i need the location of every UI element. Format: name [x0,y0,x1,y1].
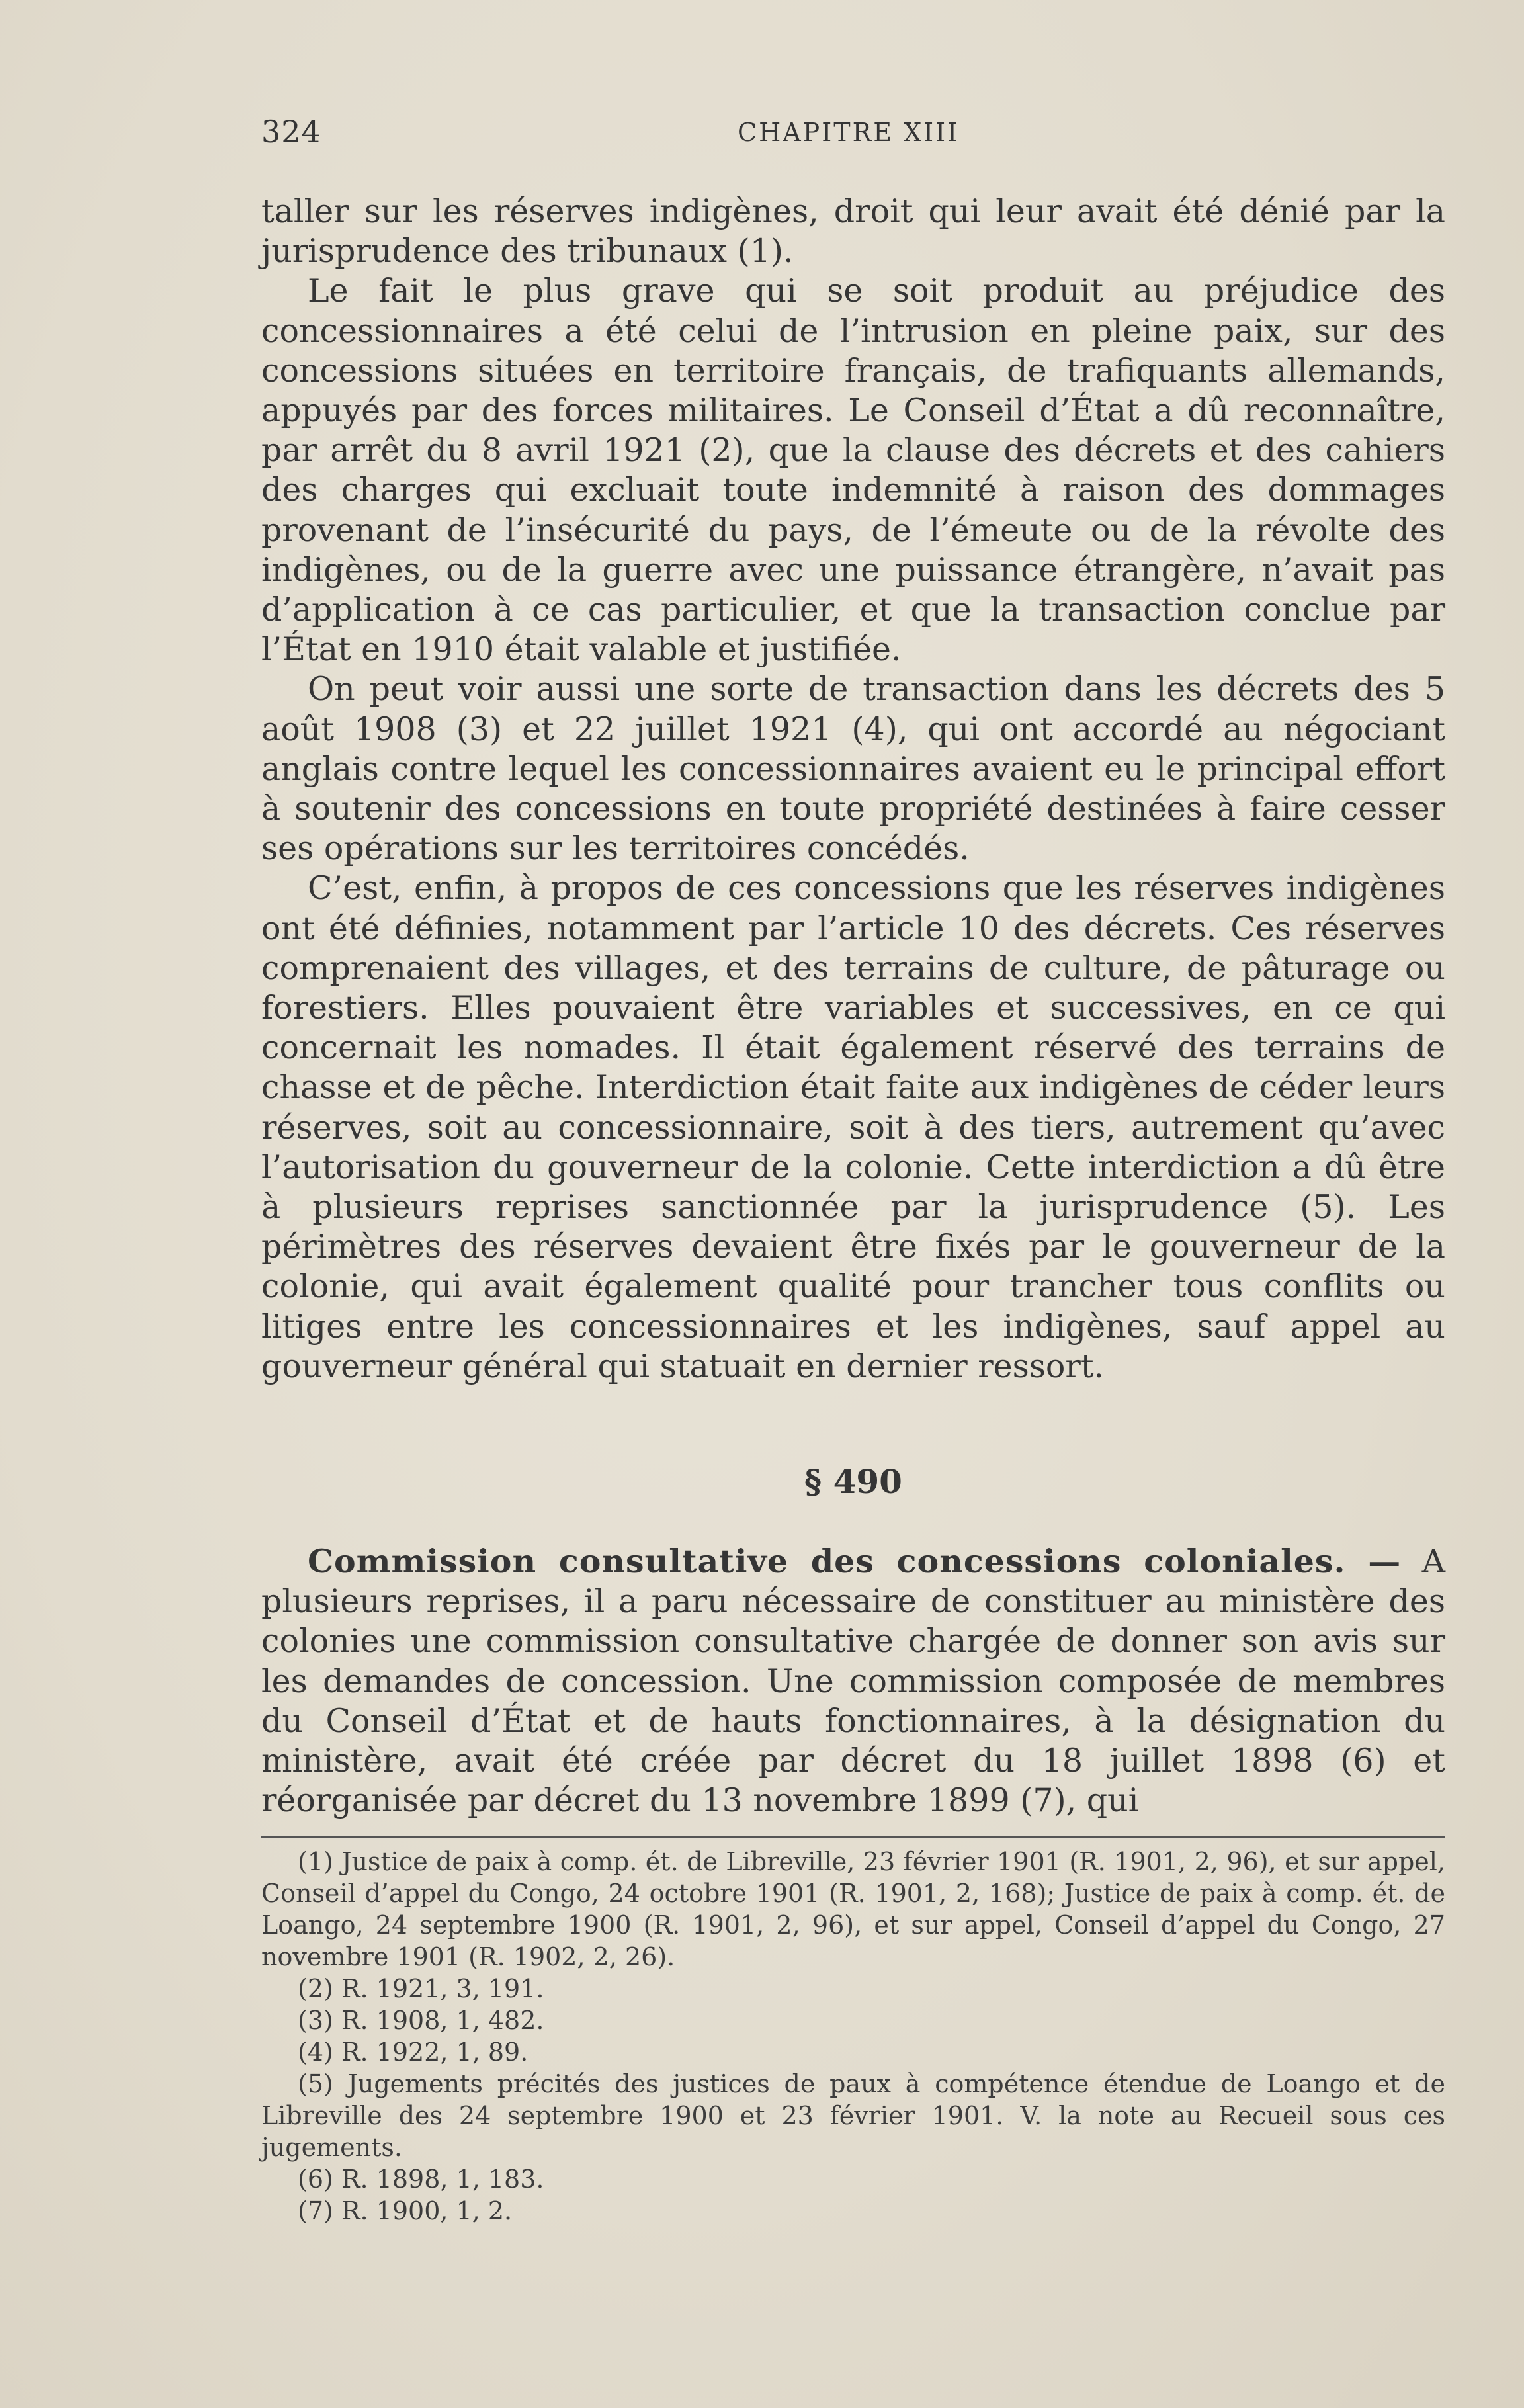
footnote: (4) R. 1922, 1, 89. [298,2038,529,2067]
section-title: Commission consultative des concessions coloniales. — [308,1542,1402,1580]
main-text [261,192,1445,1387]
footnote: (6) R. 1898, 1, 183. [298,2165,544,2194]
running-head: CHAPITRE XIII [738,118,960,147]
section-body [261,1541,1445,1821]
page-header [261,114,1445,160]
paragraph: taller sur les réserves indigènes, droit qui leur avait été dénié par la jurisprudence des tribunaux (1). [261,193,1445,271]
section-paragraph [261,1541,1445,1821]
footnotes [261,1846,1445,2227]
page-number: 324 [261,114,321,150]
footnote: (3) R. 1908, 1, 482. [298,2006,544,2035]
section-text: A plusieurs reprises, il a paru nécessaire de constituer au ministère des colonies une commission consultative chargée de donner son avis sur les demandes de concession. Une commission composée de membres du Conseil d’État et de hauts fonctionnaires, à la désignation du ministère, avait été créée par décret du 18 juillet 1898 (6) et réorganisée par décret du 13 novembre 1899 (7), qui [261,1543,1445,1820]
section-number: § 490 [804,1462,902,1501]
footnote-rule [261,1836,1445,1838]
footnote: (5) Jugements précités des justices de paux à compétence étendue de Loango et de Libreville des 24 septembre 1900 et 23 février 1901. V. la note au Recueil sous ces jugements. [261,2069,1445,2162]
footnote: (1) Justice de paix à comp. ét. de Libreville, 23 février 1901 (R. 1901, 2, 96), et sur appel, Conseil d’appel du Congo, 24 octobre 1901 (R. 1901, 2, 168); Justice de paix à comp. ét. de Loango, 24 septembre 1900 (R. 1901, 2, 96), et sur appel, Conseil d’appel du Congo, 27 novembre 1901 (R. 1902, 2, 26). [261,1847,1445,1971]
footnote: (7) R. 1900, 1, 2. [298,2196,513,2225]
paragraph: On peut voir aussi une sorte de transaction dans les décrets des 5 août 1908 (3) et 22 juillet 1921 (4), qui ont accordé au négociant anglais contre lequel les concessionnaires avaient eu le principal effort à soutenir des concessions en toute propriété destinées à faire cesser ses opérations sur les territoires concédés. [261,670,1445,868]
footnote: (2) R. 1921, 3, 191. [298,1974,544,2003]
paragraph: Le fait le plus grave qui se soit produit au préjudice des concessionnaires a été celui de l’intrusion en pleine paix, sur des concessions situées en territoire français, de trafiquants allemands, appuyés par des forces militaires. Le Conseil d’État a dû reconnaître, par arrêt du 8 avril 1921 (2), que la clause des décrets et des cahiers des charges qui excluait toute indemnité à raison des dommages provenant de l’insécurité du pays, de l’émeute ou de la révolte des indigènes, ou de la guerre avec une puissance étrangère, n’avait pas d’application à ce cas particulier, et que la transaction conclue par l’État en 1910 était valable et justifiée. [261,272,1445,669]
paragraph: C’est, enfin, à propos de ces concessions que les réserves indigènes ont été définies, notamment par l’article 10 des décrets. Ces réserves comprenaient des villages, et des terrains de culture, de pâturage ou forestiers. Elles pouvaient être variables et successives, en ce qui concernait les nomades. Il était également réservé des terrains de chasse et de pêche. Interdiction était faite aux indigènes de céder leurs réserves, soit au concessionnaire, soit à des tiers, autrement qu’avec l’autorisation du gouverneur de la colonie. Cette interdiction a dû être à plusieurs reprises sanctionnée par la jurisprudence (5). Les périmètres des réserves devaient être fixés par le gouverneur de la colonie, qui avait également qualité pour trancher tous conflits ou litiges entre les concessionnaires et les indigènes, sauf appel au gouverneur général qui statuait en dernier ressort. [261,869,1445,1385]
